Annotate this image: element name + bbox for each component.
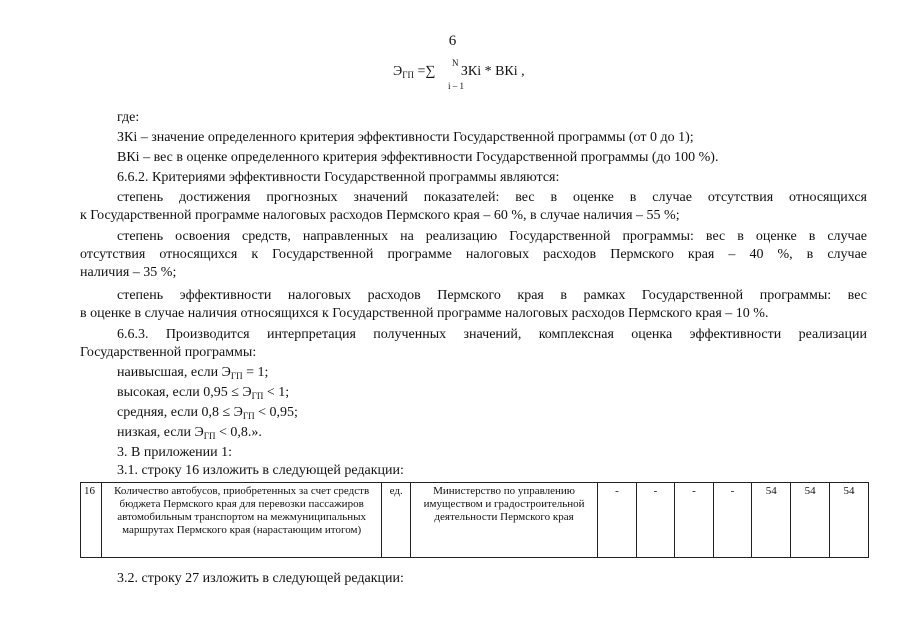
value-cell-6: 54 (791, 483, 830, 558)
vk-definition: ВКi – вес в оценке определенного критерия эффективности Государственной программы (до 100 %). (117, 150, 719, 165)
criterion-3-line-1: степень эффективности налоговых расходов Пермского края в рамках Государственной программы: вес (117, 288, 867, 303)
page-number: 6 (448, 33, 457, 49)
criterion-1-line-2: к Государственной программе налоговых расходов Пермского края – 60 %, в случае наличия – 55 %; (80, 208, 680, 223)
sigma-lower: i – 1 (448, 81, 465, 91)
value-cell-1: - (598, 483, 637, 558)
paragraph-6-6-2: 6.6.2. Критериями эффективности Государственной программы являются: (117, 170, 560, 185)
zk-definition: ЗКi – значение определенного критерия эффективности Государственной программы (от 0 до 1); (117, 130, 694, 145)
criterion-2-line-3: наличия – 35 %; (80, 265, 177, 280)
criterion-1-line-1: степень достижения прогнозных значений показателей: вес в оценке в случае отсутствия относящихся (117, 190, 867, 205)
row-number: 16 (81, 483, 102, 558)
level-medium: средняя, если $0,8 \le Э_{ГП} < 0,95$; (117, 405, 298, 421)
efficiency-formula (393, 58, 525, 91)
criterion-2-line-2: отсутствия относящихся к Государственной программе налоговых расходов Пермского края – 40 %, в случае (80, 247, 867, 262)
formula-equals: = (413, 64, 426, 79)
formula-rhs: ЗКi * ВКi , (460, 64, 525, 79)
unit-cell: ед. (382, 483, 411, 558)
formula-lhs-sub: ГП (402, 70, 414, 80)
criterion-2-line-1: степень освоения средств, направленных на реализацию Государственной программы: вес в оценке в случае (117, 229, 867, 244)
value-cell-7: 54 (830, 483, 869, 558)
appendix-row-16-table (80, 482, 869, 558)
paragraph-3-2: 3.2. строку 27 изложить в следующей редакции: (117, 571, 404, 586)
sigma-upper: N (452, 58, 459, 68)
level-high: высокая, если $0,95 \le Э_{ГП} < 1$; (117, 385, 290, 401)
formula-lhs: Э (393, 64, 403, 79)
value-cell-2: - (636, 483, 675, 558)
value-cell-5: 54 (752, 483, 791, 558)
criterion-3-line-2: в оценке в случае наличия относящихся к Государственной программе налоговых расходов Пермского края – 10 %. (80, 306, 769, 321)
value-cell-3: - (675, 483, 714, 558)
value-cell-4: - (713, 483, 752, 558)
paragraph-6-6-3-line-1: 6.6.3. Производится интерпретация полученных значений, комплексная оценка эффективности реализации (117, 327, 867, 342)
sigma-symbol: ∑ (425, 64, 436, 79)
paragraph-3-1: 3.1. строку 16 изложить в следующей редакции: (117, 463, 404, 478)
executor-cell: Министерство по управлению имуществом и градостроительной деятельности Пермского края (410, 483, 597, 558)
paragraph-6-6-3-line-2: Государственной программы: (80, 345, 257, 360)
where-label: где: (117, 110, 140, 125)
level-highest: наивысшая, если $Э_{ГП} = 1$; (117, 365, 269, 381)
paragraph-3: 3. В приложении 1: (117, 445, 233, 460)
table-row (81, 483, 869, 558)
level-low: низкая, если $Э_{ГП} < 0,8$.». (117, 425, 262, 441)
indicator-name: Количество автобусов, приобретенных за счет средств бюджета Пермского края для перевозки пассажиров автомобильным транспортом на межмуниципальных маршрутах Пермского края (нарастающим итогом) (101, 483, 382, 558)
